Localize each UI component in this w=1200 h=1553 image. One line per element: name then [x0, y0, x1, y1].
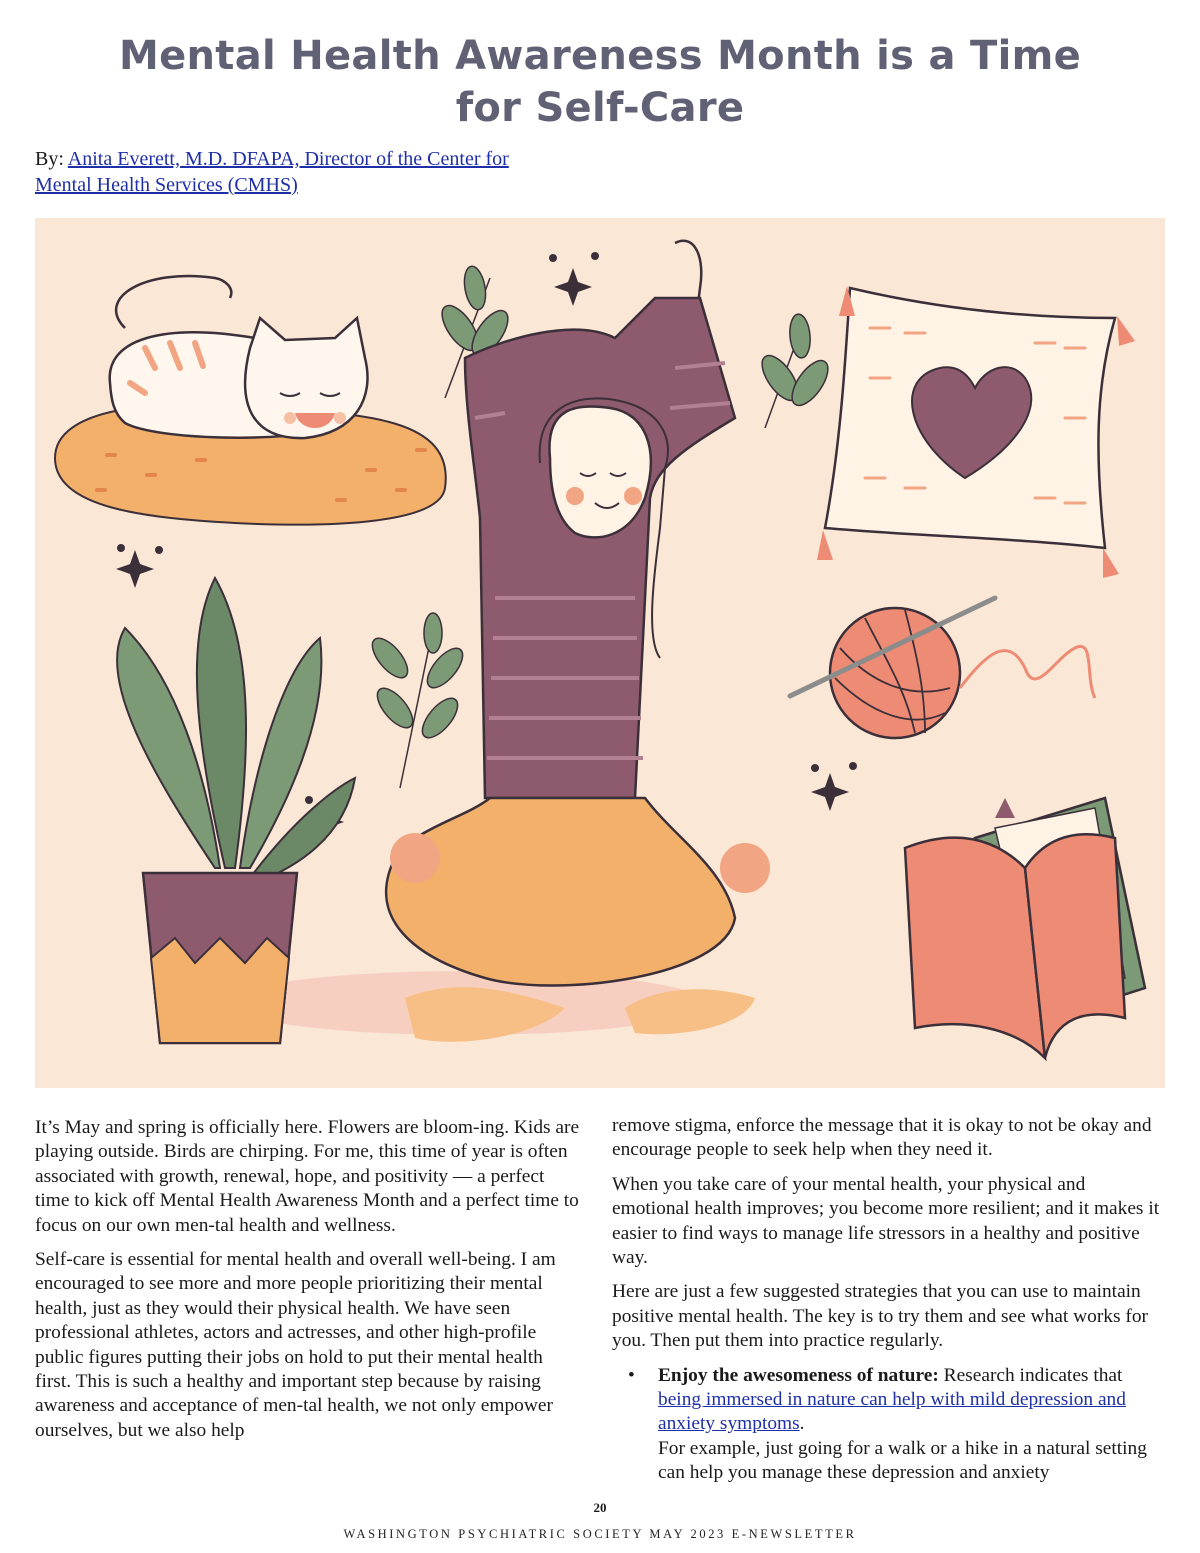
- strategy-text: Research indicates that: [938, 1364, 1123, 1386]
- bullet-mark: •: [628, 1364, 635, 1386]
- title-line-1: Mental Health Awareness Month is a Time: [118, 33, 1082, 79]
- list-item: [628, 1364, 1164, 1486]
- article-title: [60, 30, 1140, 134]
- title-line-2: for Self-Care: [455, 85, 745, 131]
- paragraph: Here are just a few suggested strategies that you can use to maintain positive mental health. The key is to try them and see what works for you. Then put them into practice regularly.: [612, 1281, 1148, 1352]
- nature-study-link[interactable]: being immersed in nature can help with mild depression and anxiety symptoms: [658, 1389, 1126, 1435]
- strategy-continuation: For example, just going for a walk or a hike in a natural setting can help you manage these depression and anxiety: [658, 1437, 1147, 1484]
- byline: [35, 146, 595, 198]
- page-number: 20: [593, 1500, 607, 1515]
- author-link-line-2: Mental Health Services (CMHS): [35, 174, 298, 196]
- paragraph: When you take care of your mental health, your physical and emotional health improves; you become more resilient; and it makes it easier to find ways to manage life stressors in a healthy and positive way.: [612, 1173, 1160, 1269]
- strategy-heading: Enjoy the awesomeness of nature:: [658, 1364, 939, 1386]
- paragraph: Self-care is essential for mental health and overall well-being. I am encouraged to see more and more people prioritizing their mental health, just as they would their physical health. We have seen professional athletes, actors and actresses, and other high-profile public figures putting their jobs on hold to put their mental health first. This is such a healthy and important step because by raising awareness and acceptance of men-tal health, we not only empower ourselves, but we also help: [35, 1249, 556, 1441]
- newsletter-footer: WASHINGTON PSYCHIATRIC SOCIETY MAY 2023 E-NEWSLETTER: [343, 1527, 857, 1541]
- strategy-text-end: .: [799, 1413, 805, 1435]
- byline-prefix: By:: [35, 148, 68, 170]
- author-link[interactable]: [35, 148, 509, 196]
- paragraph: remove stigma, enforce the message that it is okay to not be okay and encourage people to seek help when they need it.: [612, 1115, 1152, 1161]
- strategy-list: [612, 1364, 1164, 1486]
- paragraph: It’s May and spring is officially here. Flowers are bloom-ing. Kids are playing outside. Birds are chirping. For me, this time of year is often associated with growth, renewal, hope, and positivity — a perfect time to kick off Mental Health Awareness Month and a perfect time to focus on our own men-tal health and wellness.: [35, 1117, 580, 1236]
- article-column-left: [35, 1116, 580, 1453]
- article-column-right: [612, 1114, 1164, 1486]
- author-link-line-1: Anita Everett, M.D. DFAPA, Director of the Center for: [67, 148, 509, 170]
- self-care-illustration: [35, 218, 1165, 1088]
